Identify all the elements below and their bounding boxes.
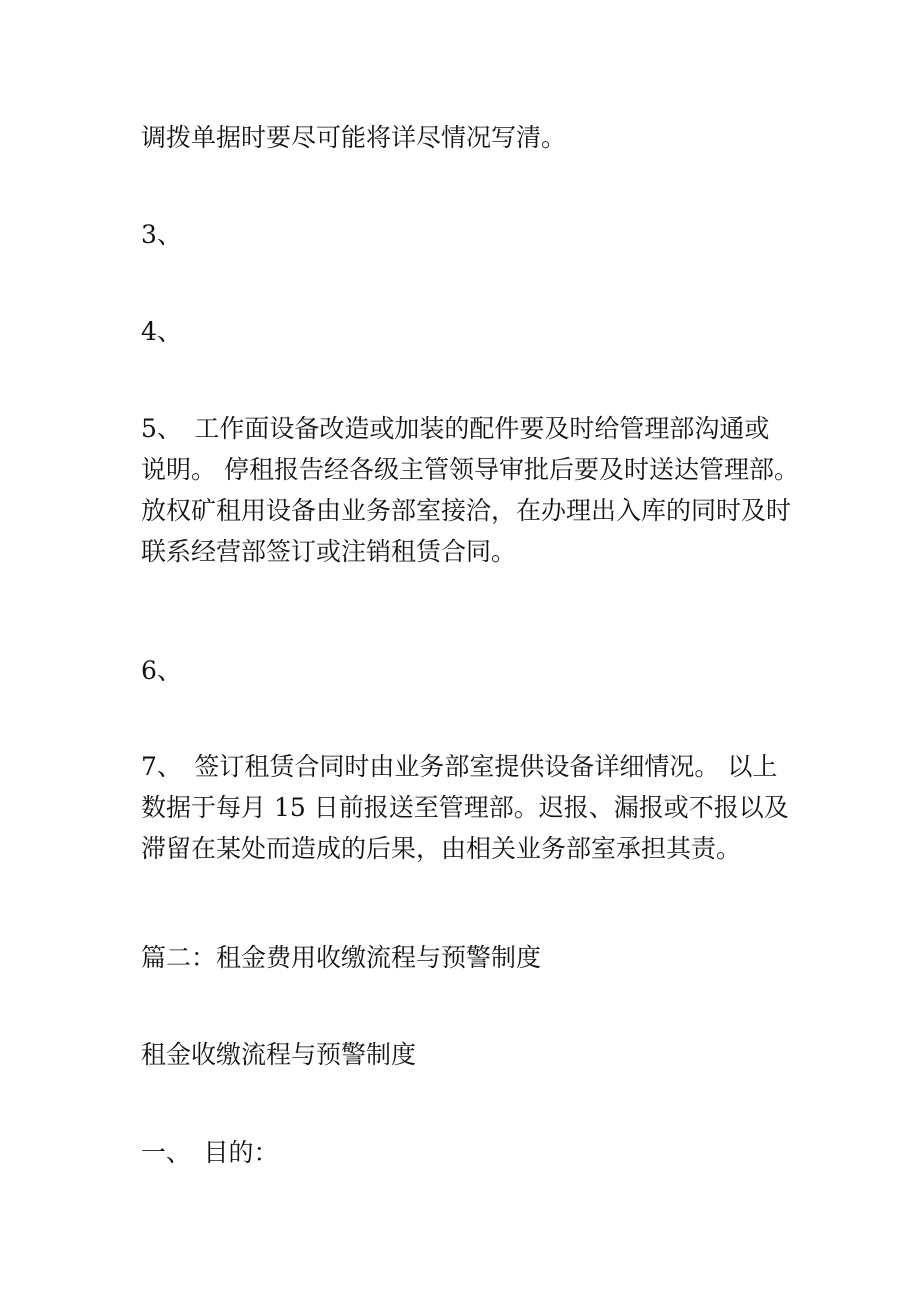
document-title xyxy=(141,1034,791,1075)
item-7-paragraph xyxy=(141,746,791,869)
text-line: 一、 目的： xyxy=(141,1138,279,1167)
section-heading-part-two xyxy=(141,937,791,978)
text-line: 说明。 停租报告经各级主管领导审批后要及时送达管理部。 xyxy=(141,455,799,484)
text-line: 滞留在某处而造成的后果，由相关业务部室承担其责。 xyxy=(141,834,742,863)
item-4 xyxy=(141,311,791,352)
item-3 xyxy=(141,214,791,255)
text-line: 3、 xyxy=(141,220,182,249)
text-line: 7、 签订租赁合同时由业务部室提供设备详细情况。 以上 xyxy=(141,752,778,781)
text-line: 租金收缴流程与预警制度 xyxy=(141,1040,417,1069)
item-5-paragraph xyxy=(141,408,799,572)
section-heading-purpose xyxy=(141,1132,791,1173)
text-line: 调拨单据时要尽可能将详尽情况写清。 xyxy=(141,123,567,152)
paragraph-transfer-docs xyxy=(141,117,791,158)
text-line: 6、 xyxy=(141,656,182,685)
text-line: 数据于每月 15 日前报送至管理部。迟报、漏报或不报以及 xyxy=(141,793,789,822)
text-line: 4、 xyxy=(141,317,182,346)
text-line: 放权矿租用设备由业务部室接洽，在办理出入库的同时及时 xyxy=(141,496,792,525)
text-line: 篇二：租金费用收缴流程与预警制度 xyxy=(141,943,542,972)
item-6 xyxy=(141,650,791,691)
text-line: 5、 工作面设备改造或加装的配件要及时给管理部沟通或 xyxy=(141,414,770,443)
text-line: 联系经营部签订或注销租赁合同。 xyxy=(141,537,517,566)
